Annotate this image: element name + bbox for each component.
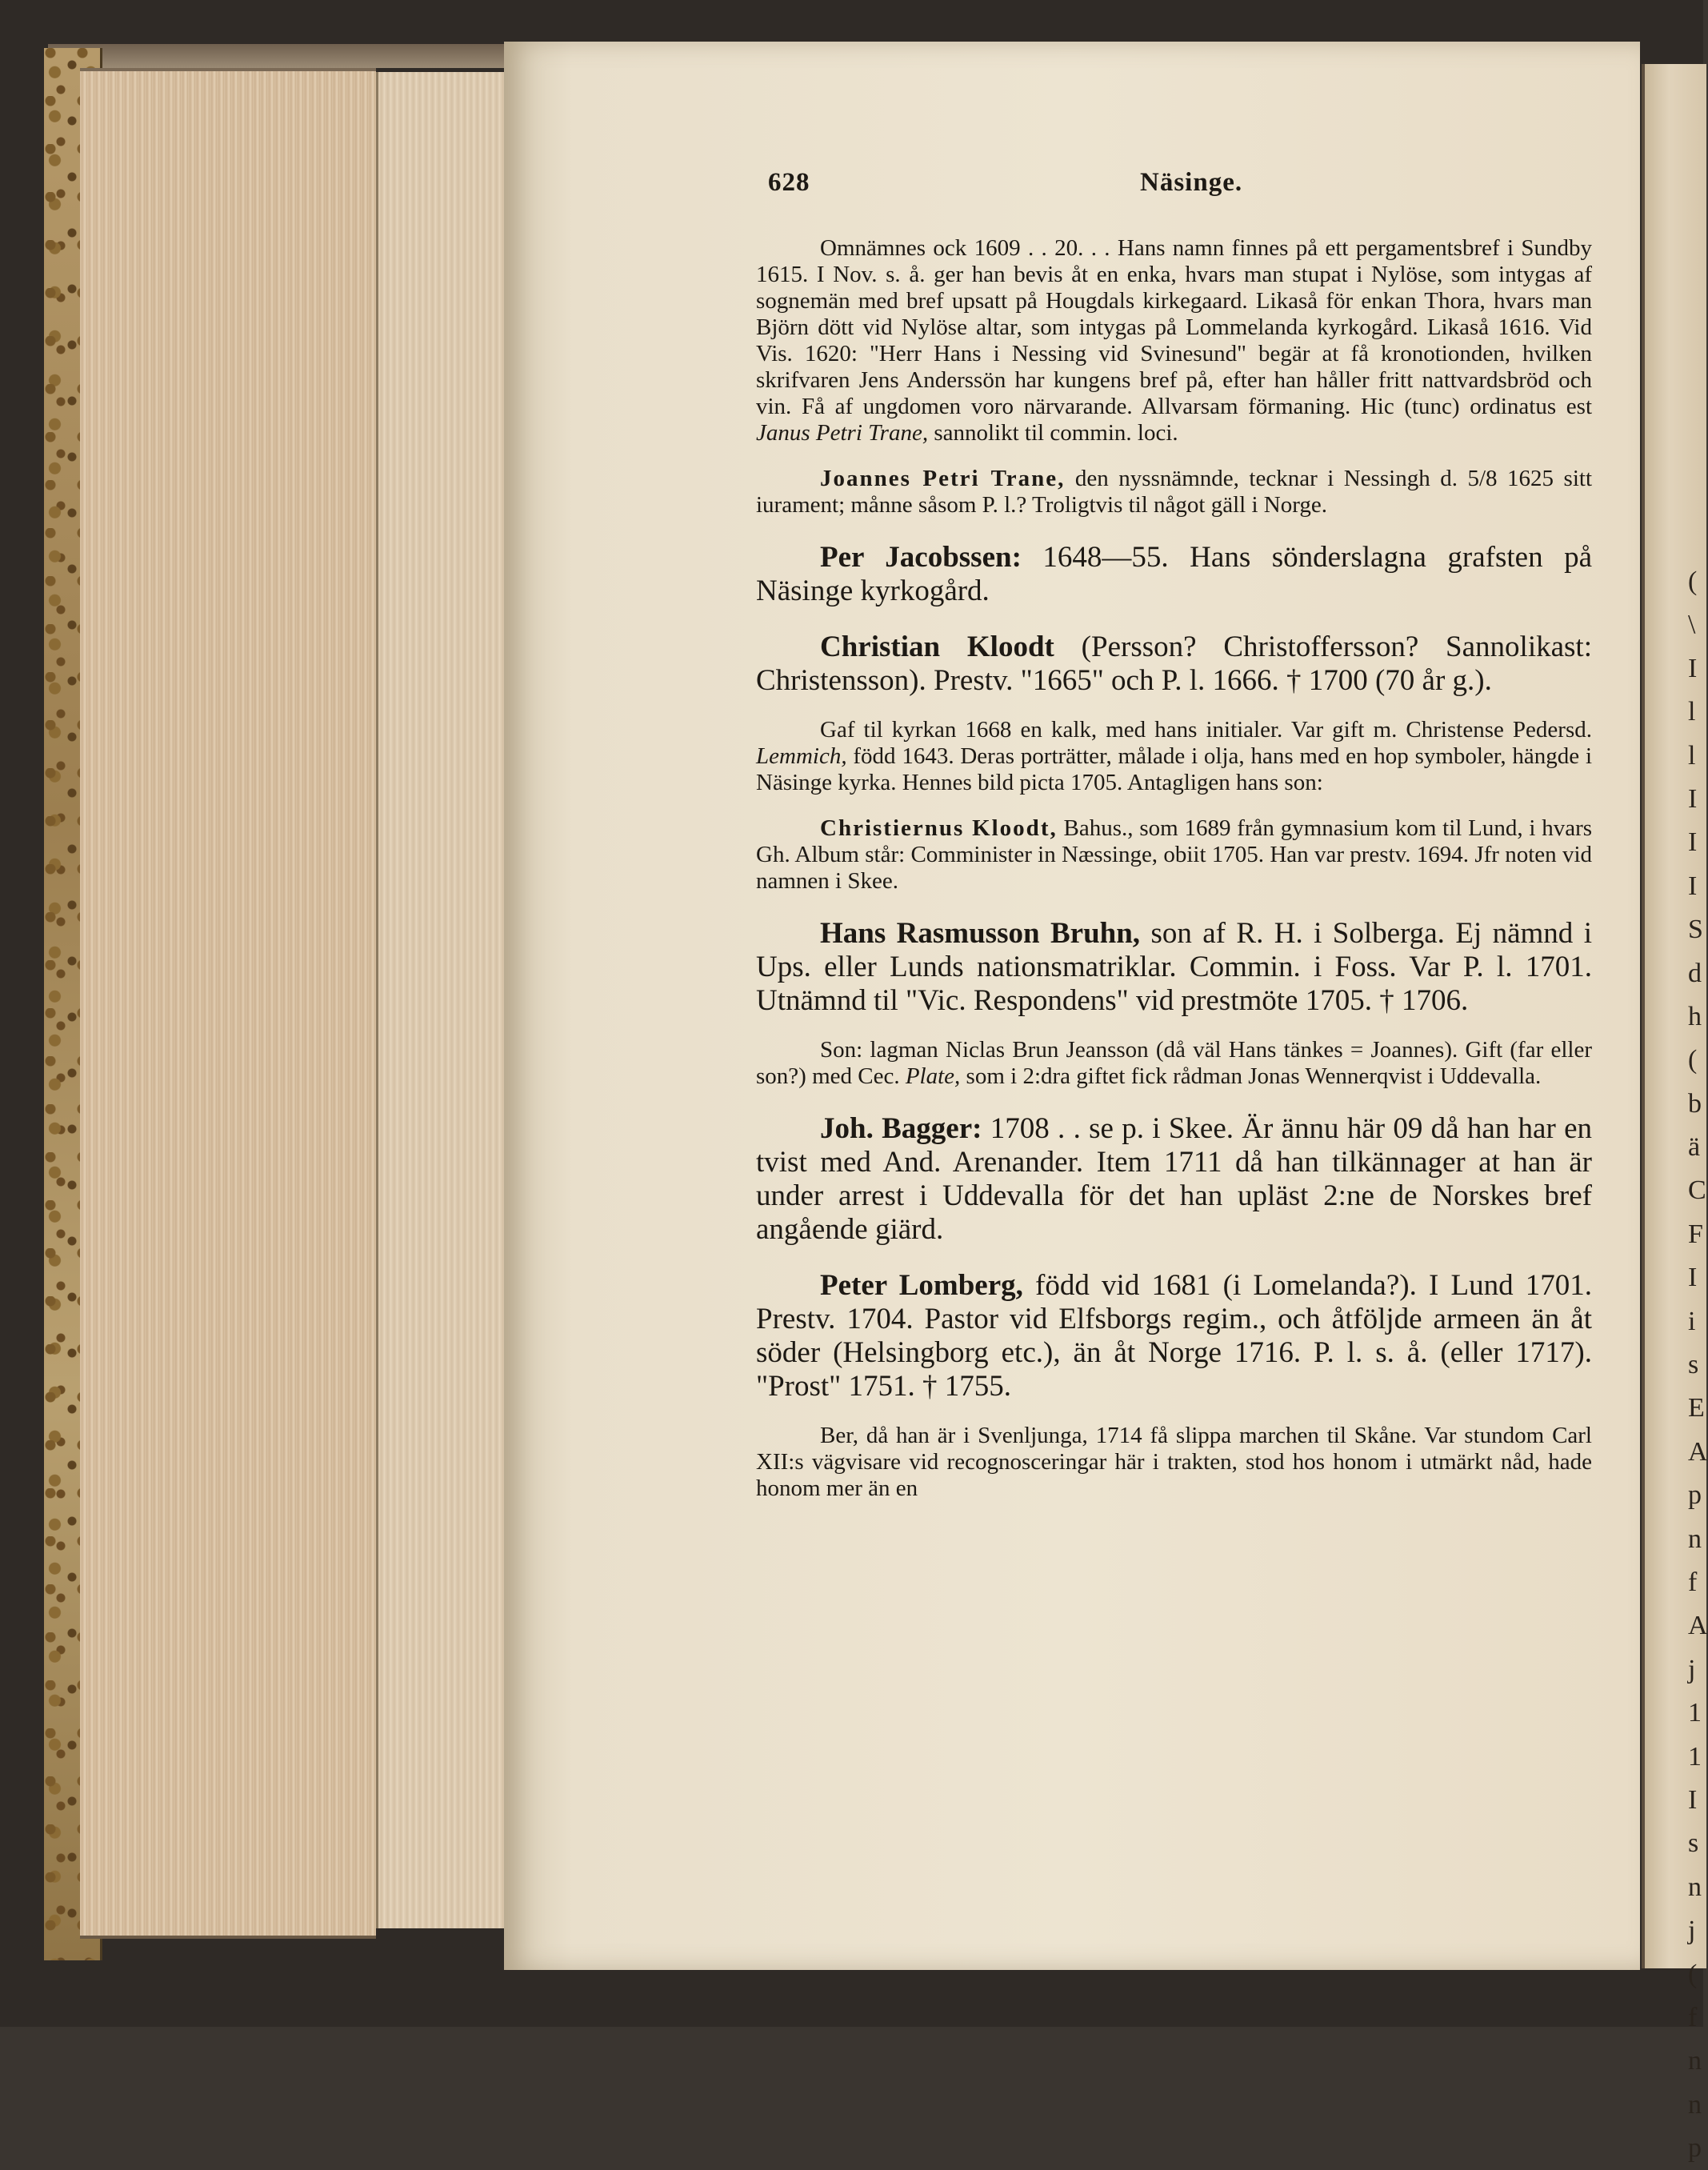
entry-name: Joh. Bagger: xyxy=(820,1112,982,1145)
entry-joannes-petri-trane xyxy=(756,466,1592,518)
italic-name: Janus Petri Trane, xyxy=(756,420,929,446)
paragraph-trane-record xyxy=(756,235,1592,446)
entry-text: 1708 . . se p. i Skee. Är ännu här 09 då han har en tvist med And. Arenander. Item 1711 då han tilkännager at han är under arrest i Uddevalla för det han upläst 2:ne de Norskes bref angående giärd. xyxy=(756,1112,1592,1246)
entry-christiernus-kloodt xyxy=(756,815,1592,895)
entry-per-jacobssen xyxy=(756,541,1592,608)
entry-name: Per Jacobssen: xyxy=(820,541,1022,574)
entry-text: 1648—55. Hans sönderslagna grafsten på Näsinge kyrkogård. xyxy=(756,541,1592,607)
entry-hans-rasmusson-bruhn xyxy=(756,917,1592,1018)
next-page-fragments: ( \ I l l I I I S d h ( b ä C F I i s E A p n f A j 1 1 I s n j ( f n n p xyxy=(1688,567,1708,2164)
page-number: 628 xyxy=(768,168,810,197)
entry-christian-kloodt xyxy=(756,631,1592,698)
entry-name: Peter Lomberg, xyxy=(820,1269,1023,1302)
entry-text: den nyssnämnde, tecknar i Nessingh d. 5/8 1625 sitt iurament; månne såsom P. l.? Troligtvis til något gäll i Norge. xyxy=(756,466,1593,518)
running-head: Näsinge. xyxy=(1140,168,1243,197)
note-text: född 1643. Deras porträtter, målade i olja, hans med en hop symboler, hängde i Näsinge kyrka. Hennes bild picta 1705. Antagligen hans son: xyxy=(756,743,1592,795)
entry-text: född vid 1681 (i Lomelanda?). I Lund 1701. Prestv. 1704. Pastor vid Elfsborgs regim., och åtföljde armeen än åt söder (Helsingborg etc.), än åt Norge 1716. P. l. s. å. (eller 1717). "Prost" 1751. † 1755. xyxy=(756,1269,1593,1403)
entry-name: Christian Kloodt xyxy=(820,631,1054,663)
entry-name: Hans Rasmusson Bruhn, xyxy=(820,917,1141,950)
note-text: Gaf til kyrkan 1668 en kalk, med hans initialer. Var gift m. Christense Pedersd. xyxy=(820,717,1592,743)
page-header xyxy=(756,168,1592,216)
entry-name: Joannes Petri Trane, xyxy=(820,466,1066,491)
entry-text: Bahus., som 1689 från gymnasium kom til Lund, i hvars Gh. Album står: Comminister in Næssinge, obiit 1705. Han var prestv. 1694. Jfr noten vid namnen i Skee. xyxy=(756,815,1593,894)
gutter-pages xyxy=(376,72,506,1928)
page-text xyxy=(756,168,1592,1502)
note-text: Ber, då han är i Svenljunga, 1714 få slippa marchen til Skåne. Var stundom Carl XII:s vägvisare vid recognosceringar här i trakten, stod hos honom i utmärkt nåd, hade honom mer än en xyxy=(756,1423,1592,1501)
note-hans-bruhn-son xyxy=(756,1037,1592,1090)
paragraph-text: Omnämnes ock 1609 . . 20. . . Hans namn finnes på ett pergamentsbref i Sundby 1615. I Nov. s. å. ger han bevis åt en enka, hvars man stupat i Nylöse, som intygas af sognemän med bref upsatt på Hougdals kirkegaard. Likaså för enkan Thora, hvars man Björn dött vid Nylöse altar, som intygas på Lommelanda kyrkogård. Likaså 1616. Vid Vis. 1620: "Herr Hans i Nessing vid Svinesund" begär at få kronotionden, hvilken skrifvaren Jens Anderssön har kungens bref på, efter han håller fritt nattvardsbröd och vin. Få af ungdomen voro närvarande. Allvarsam förmaning. Hic (tunc) ordinatus est xyxy=(756,235,1592,419)
entry-joh-bagger xyxy=(756,1112,1592,1247)
paragraph-text: sannolikt til commin. loci. xyxy=(934,420,1178,446)
entry-text: (Persson? Christoffersson? Sannolikast: Christensson). Prestv. "1665" och P. l. 1666. † 1700 (70 år g.). xyxy=(756,631,1592,697)
entry-name: Christiernus Kloodt, xyxy=(820,815,1058,841)
entry-peter-lomberg xyxy=(756,1269,1592,1403)
note-text: Son: lagman Niclas Brun Jeansson (då väl Hans tänkes = Joannes). Gift (far eller son?) med Cec. xyxy=(756,1037,1592,1089)
italic-name: Plate, xyxy=(905,1063,961,1089)
left-page-stack xyxy=(80,68,376,1939)
note-christian-kloodt xyxy=(756,717,1592,796)
note-peter-lomberg xyxy=(756,1423,1592,1502)
entry-text: son af R. H. i Solberga. Ej nämnd i Ups. eller Lunds nationsmatriklar. Commin. i Foss. Var P. l. 1701. Utnämnd til "Vic. Respondens" vid prestmöte 1705. † 1706. xyxy=(756,917,1592,1017)
note-text: som i 2:dra giftet fick rådman Jonas Wennerqvist i Uddevalla. xyxy=(966,1063,1542,1089)
italic-name: Lemmich, xyxy=(756,743,847,769)
